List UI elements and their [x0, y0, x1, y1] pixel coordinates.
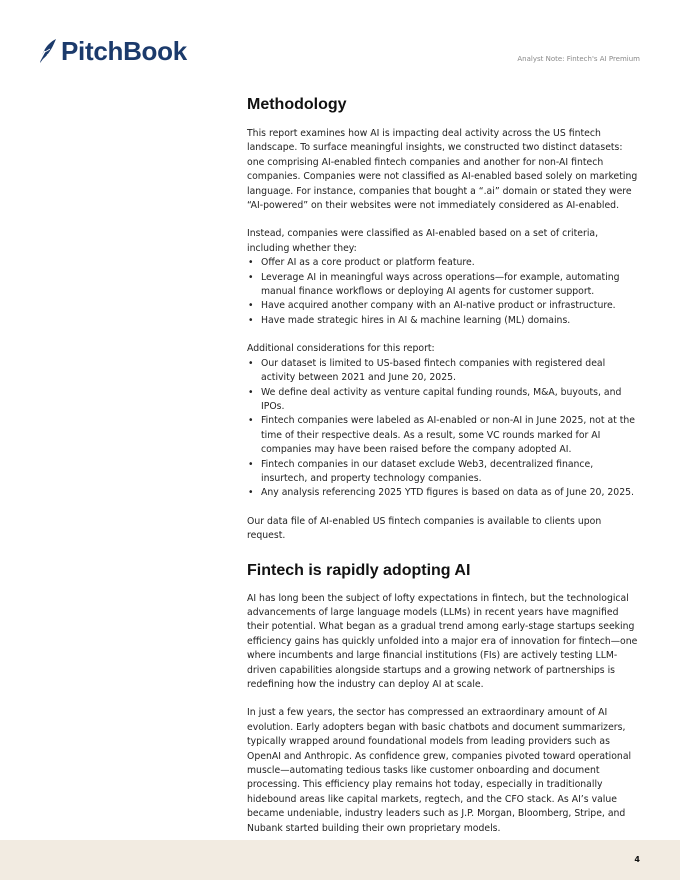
adoption-paragraph-1: AI has long been the subject of lofty expectations in fintech, but the technological advancements of large language models (LLMs) in recent years have magnified their potential. What began as a gradual trend among early-stage startups seeking efficiency gains has quickly unfolded into a major era of innovation for fintech—one where incumbents and large financial institutions (FIs) are actively testing LLM-driven capabilities alongside startups and a growing network of partnerships is redefining how the industry can deploy AI at scale. — [247, 592, 638, 690]
consideration-item: • Our dataset is limited to US-based fintech companies with registered deal activity between 2021 and June 20, 2025. — [247, 357, 642, 386]
page-number: 4 — [634, 855, 640, 864]
consideration-item: • Fintech companies were labeled as AI-enabled or non-AI in June 2025, not at the time of their respective deals. As a result, some VC rounds marked for AI companies may have been raised before the company adopted AI. — [247, 414, 642, 457]
criteria-item: • Have acquired another company with an AI-native product or infrastructure. — [247, 299, 642, 313]
page-footer — [0, 840, 680, 880]
methodology-paragraph-4: Our data file of AI-enabled US fintech companies is available to clients upon request. — [247, 515, 602, 542]
consideration-item: • Any analysis referencing 2025 YTD figures is based on data as of June 20, 2025. — [247, 486, 642, 500]
criteria-item: • Leverage AI in meaningful ways across operations—for example, automating manual finance workflows or deploying AI agents for customer support. — [247, 271, 642, 300]
main-content — [247, 96, 642, 836]
analyst-note-title: Analyst Note: Fintech's AI Premium — [517, 55, 640, 63]
methodology-paragraph-1: This report examines how AI is impacting deal activity across the US fintech landscape. To surface meaningful insights, we constructed two distinct datasets: one comprising AI-enabled fintech companies and another for non-AI fintech companies. Companies were not classified as AI-enabled based solely on marketing language. For instance, companies that bought a “.ai” domain or stated they were “AI-powered” on their websites were not immediately considered as AI-enabled. — [247, 128, 638, 212]
consideration-item: • Fintech companies in our dataset exclude Web3, decentralized finance, insurtech, and property technology companies. — [247, 458, 642, 487]
adoption-paragraph-2: In just a few years, the sector has compressed an extraordinary amount of AI evolution. Early adopters began with basic chatbots and document summarizers, typically wrapped around foundational models from leading providers such as OpenAI and Anthropic. As confidence grew, companies pivoted toward operational muscle—automating tedious tasks like customer onboarding and document processing. This efficiency play remains hot today, especially in traditionally hidebound areas like capital markets, regtech, and the CFO stack. As AI’s value became undeniable, industry leaders such as J.P. Morgan, Bloomberg, Stripe, and Nubank started building their own proprietary models. — [247, 707, 632, 834]
methodology-paragraph-3: Additional considerations for this report: — [247, 343, 435, 355]
criteria-list — [247, 256, 642, 328]
pitchbook-logo — [36, 36, 187, 66]
criteria-item: • Offer AI as a core product or platform feature. — [247, 256, 642, 270]
methodology-heading: Methodology — [247, 96, 347, 113]
feather-icon — [36, 37, 58, 65]
page-header — [0, 0, 680, 80]
adoption-heading: Fintech is rapidly adopting AI — [247, 561, 471, 579]
criteria-item: • Have made strategic hires in AI & machine learning (ML) domains. — [247, 314, 642, 328]
consideration-item: • We define deal activity as venture capital funding rounds, M&A, buyouts, and IPOs. — [247, 386, 642, 415]
logo-text: PitchBook — [61, 35, 187, 66]
methodology-paragraph-2: Instead, companies were classified as AI-enabled based on a set of criteria, including whether they: — [247, 228, 599, 254]
considerations-list — [247, 357, 642, 501]
